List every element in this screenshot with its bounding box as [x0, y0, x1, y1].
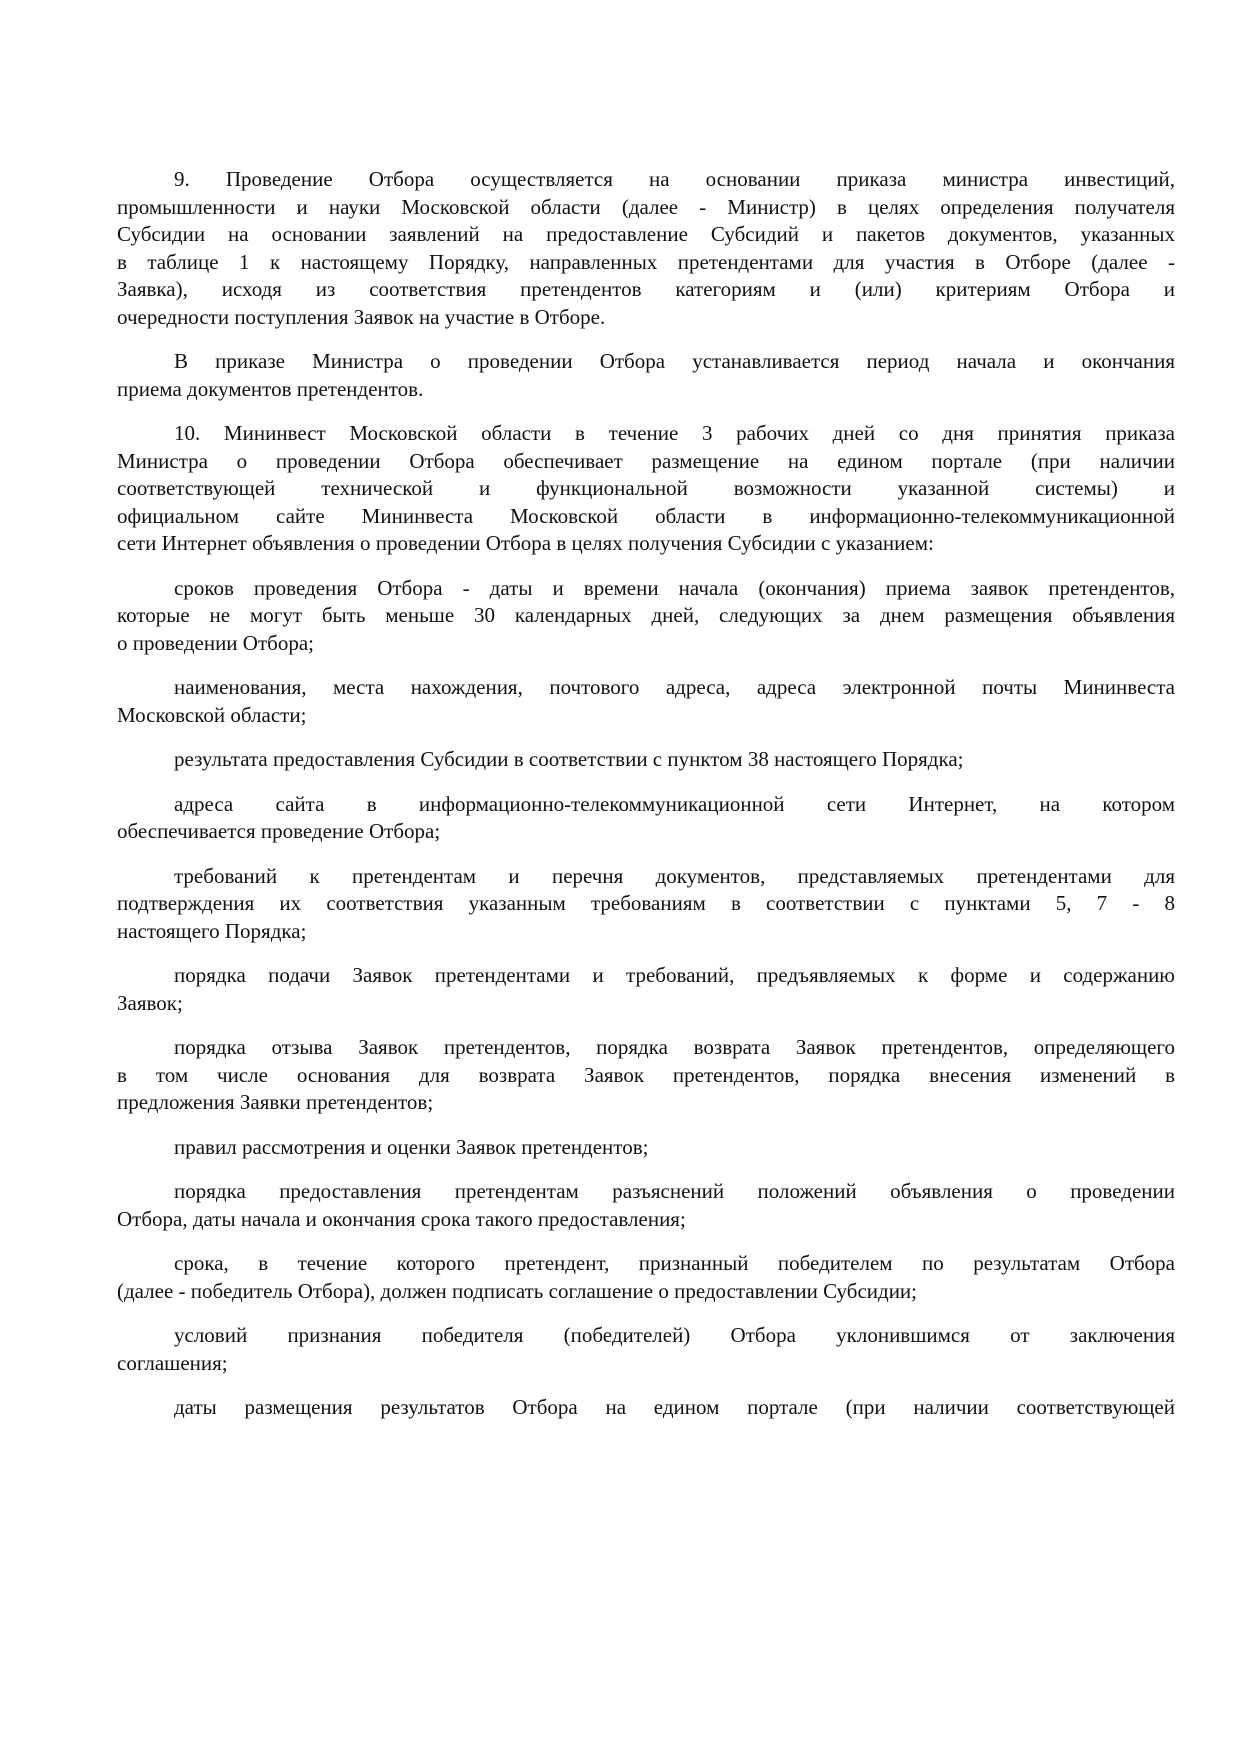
text-line: В приказе Министра о проведении Отбора устанавливается период начала и окончания [174, 349, 1175, 373]
text-line: Отбора, даты начала и окончания срока такого предоставления; [117, 1206, 686, 1231]
text-line: даты размещения результатов Отбора на едином портале (при наличии соответствующей [174, 1395, 1175, 1419]
text-line: порядка отзыва Заявок претендентов, порядка возврата Заявок претендентов, определяющего [174, 1035, 1175, 1059]
text-line: порядка предоставления претендентам разъяснений положений объявления о проведении [174, 1179, 1175, 1203]
paragraph [117, 791, 1175, 846]
text-line: 10. Мининвест Московской области в течение 3 рабочих дней со дня принятия приказа [174, 421, 1175, 445]
paragraph [117, 746, 1175, 774]
text-line: предложения Заявки претендентов; [117, 1090, 434, 1114]
text-line: наименования, места нахождения, почтового адреса, адреса электронной почты Мининвеста [174, 675, 1175, 699]
text-line: о проведении Отбора; [117, 630, 314, 655]
paragraph [117, 1322, 1175, 1377]
text-line: обеспечивается проведение Отбора; [117, 819, 441, 843]
paragraph [117, 674, 1175, 729]
paragraph [117, 348, 1175, 403]
text-line: соответствующей технической и функциональной возможности указанной системы) и [117, 476, 1175, 500]
paragraph [117, 1134, 1175, 1162]
text-line: результата предоставления Субсидии в соответствии с пунктом 38 настоящего Порядка; [174, 747, 964, 771]
text-line: соглашения; [117, 1350, 228, 1375]
paragraph [117, 1178, 1175, 1233]
paragraph [117, 1034, 1175, 1117]
text-line: настоящего Порядка; [117, 918, 307, 943]
text-line: (далее - победитель Отбора), должен подписать соглашение о предоставлении Субсидии; [117, 1278, 918, 1303]
text-line: сети Интернет объявления о проведении Отбора в целях получения Субсидии с указанием: [117, 531, 934, 555]
text-line: сроков проведения Отбора - даты и времени начала (окончания) приема заявок претендентов, [174, 575, 1175, 600]
text-line: условий признания победителя (победителей) Отбора уклонившимся от заключения [174, 1323, 1175, 1347]
paragraph [117, 863, 1175, 946]
text-line: которые не могут быть меньше 30 календарных дней, следующих за днем размещения объявления [117, 603, 1175, 627]
text-line: Субсидии на основании заявлений на предоставление Субсидий и пакетов документов, указанных [117, 222, 1175, 246]
text-line: в том числе основания для возврата Заявок претендентов, порядка внесения изменений в [117, 1062, 1175, 1087]
text-line: адреса сайта в информационно-телекоммуникационной сети Интернет, на котором [174, 791, 1175, 816]
text-line: в таблице 1 к настоящему Порядку, направленных претендентами для участия в Отборе (далее - [117, 249, 1175, 274]
paragraph [117, 420, 1175, 558]
paragraph [117, 1250, 1175, 1305]
text-line: подтверждения их соответствия указанным требованиям в соответствии с пунктами 5, 7 - 8 [117, 891, 1175, 915]
text-line: Министра о проведении Отбора обеспечивает размещение на едином портале (при наличии [117, 448, 1175, 473]
paragraph [117, 575, 1175, 658]
text-line: Московской области; [117, 702, 307, 727]
text-line: правил рассмотрения и оценки Заявок претендентов; [174, 1134, 649, 1159]
text-line: 9. Проведение Отбора осуществляется на основании приказа министра инвестиций, [174, 167, 1175, 191]
text-line: приема документов претендентов. [117, 376, 424, 401]
paragraph [117, 1394, 1175, 1422]
text-line: требований к претендентам и перечня документов, представляемых претендентами для [174, 863, 1175, 888]
paragraph [117, 166, 1175, 331]
document-page [117, 166, 1175, 1439]
paragraph [117, 962, 1175, 1017]
text-line: очередности поступления Заявок на участие в Отборе. [117, 304, 606, 329]
text-line: официальном сайте Мининвеста Московской области в информационно-телекоммуникационной [117, 503, 1175, 528]
text-line: срока, в течение которого претендент, признанный победителем по результатам Отбора [174, 1251, 1175, 1275]
text-line: порядка подачи Заявок претендентами и требований, предъявляемых к форме и содержанию [174, 963, 1175, 987]
text-line: Заявка), исходя из соответствия претендентов категориям и (или) критериям Отбора и [117, 277, 1175, 301]
text-line: промышленности и науки Московской области (далее - Министр) в целях определения получателя [117, 194, 1175, 219]
text-line: Заявок; [117, 990, 183, 1015]
